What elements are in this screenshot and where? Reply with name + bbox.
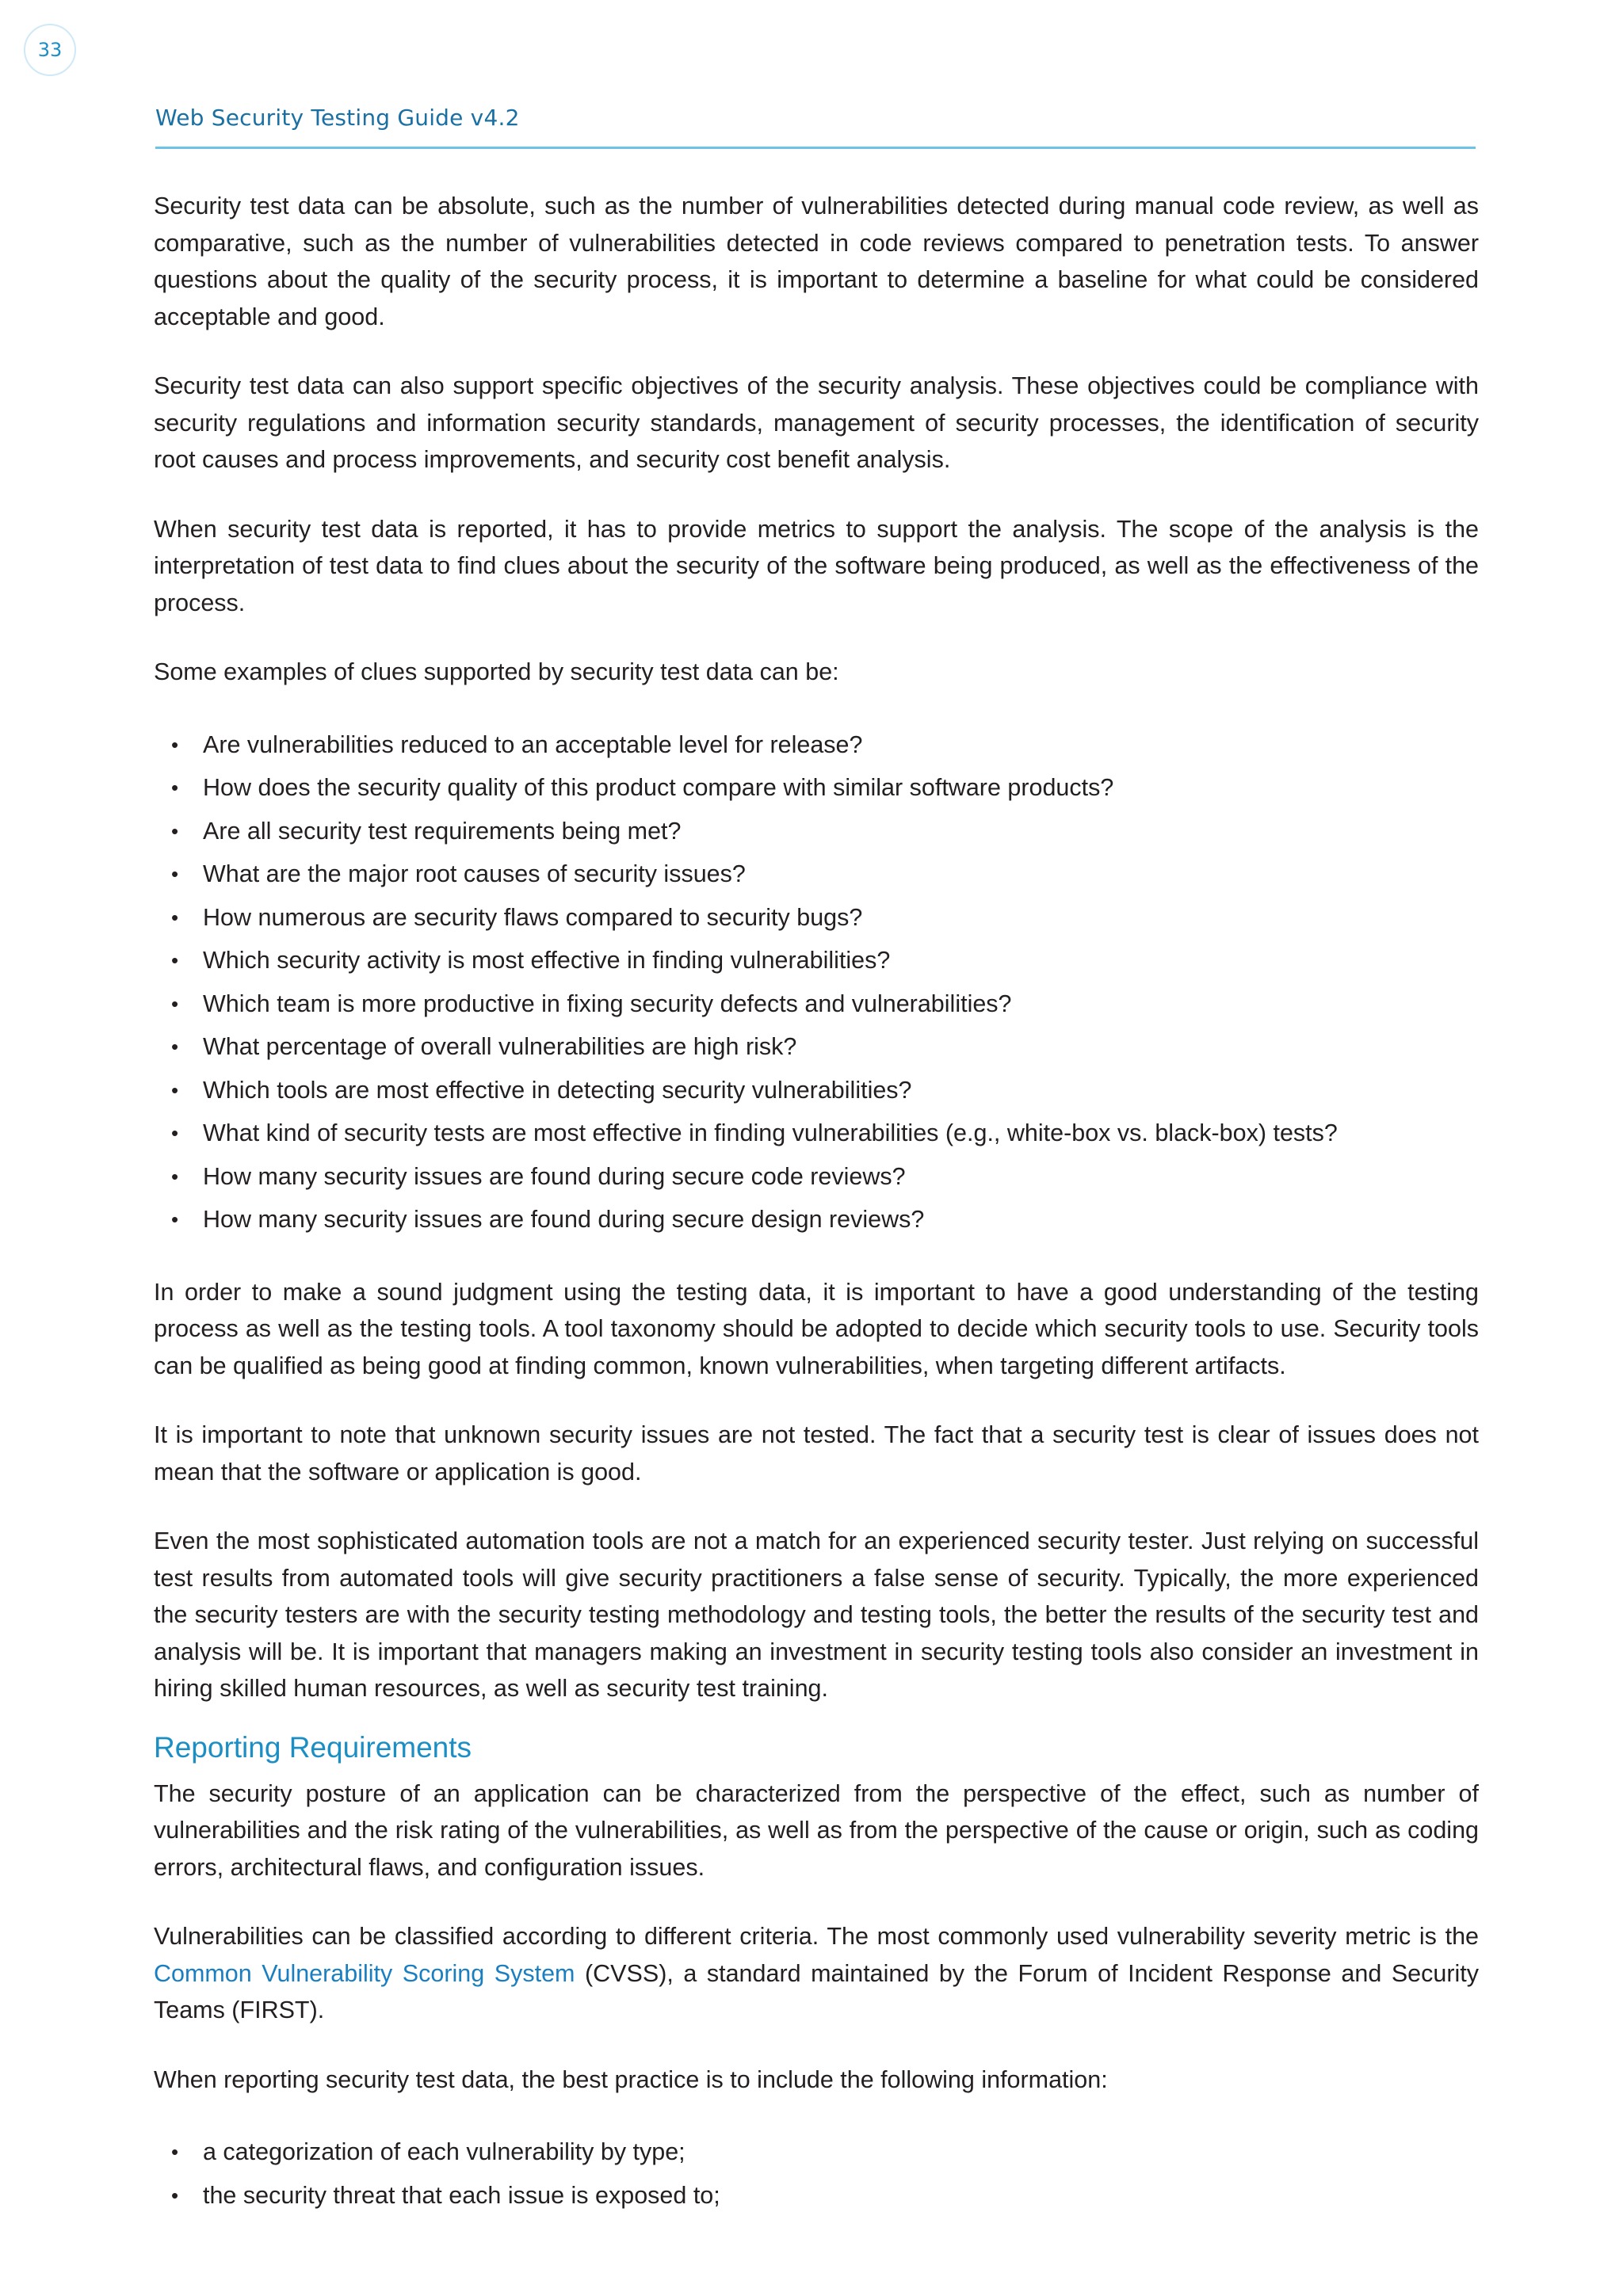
- page-number-badge: [24, 24, 76, 76]
- bullet-icon: •: [171, 948, 179, 972]
- running-header: Web Security Testing Guide v4.2: [155, 105, 520, 131]
- list-item: • the security threat that each issue is exposed to;: [154, 2174, 1479, 2218]
- paragraph-clues-intro: Some examples of clues supported by security test data can be:: [154, 658, 839, 685]
- clues-list: [154, 723, 1479, 1241]
- paragraph-security-posture: The security posture of an application can be characterized from the perspective of the effect, such as number of vulnerabilities and the risk rating of the vulnerabilities, as well as from the perspective of the cause or origin, such as coding errors, architectural flaws, and configuration issues.: [154, 1779, 1479, 1881]
- bullet-icon: •: [171, 2183, 179, 2207]
- paragraph-reporting-metrics: When security test data is reported, it has to provide metrics to support the analysis. The scope of the analysis is the interpretation of test data to find clues about the security of the software being produced, as well as the effectiveness of the process.: [154, 515, 1479, 616]
- list-item: • Are all security test requirements being met?: [154, 810, 1479, 853]
- list-item: • What percentage of overall vulnerabilities are high risk?: [154, 1025, 1479, 1069]
- list-item: • What are the major root causes of security issues?: [154, 852, 1479, 896]
- bullet-icon: •: [171, 1077, 179, 1102]
- bullet-icon: •: [171, 2140, 179, 2164]
- list-item: • How many security issues are found during secure design reviews?: [154, 1198, 1479, 1241]
- list-item: • How numerous are security flaws compared to security bugs?: [154, 896, 1479, 940]
- list-item: • How many security issues are found during secure code reviews?: [154, 1155, 1479, 1199]
- paragraph-sound-judgment: In order to make a sound judgment using the testing data, it is important to have a good understanding of the testing process as well as the testing tools. A tool taxonomy should be adopted to decide which security tools to use. Security tools can be qualified as being good at finding common, known vulnerabilities, when targeting different artifacts.: [154, 1278, 1479, 1379]
- paragraph-automation-tools: Even the most sophisticated automation tools are not a match for an experienced security tester. Just relying on successful test results from automated tools will give security practitioners a false sense of security. Typically, the more experienced the security testers are with the security testing methodology and testing tools, the better the results of the security test and analysis will be. It is important that managers making an investment in security testing tools also consider an investment in hiring skilled human resources, as well as security test training.: [154, 1527, 1479, 1702]
- bullet-icon: •: [171, 905, 179, 929]
- list-item: • What kind of security tests are most effective in finding vulnerabilities (e.g., white-box vs. black-box) tests?: [154, 1112, 1479, 1155]
- bullet-icon: •: [171, 991, 179, 1016]
- list-item: • Are vulnerabilities reduced to an acceptable level for release?: [154, 723, 1479, 767]
- bullet-icon: •: [171, 776, 179, 799]
- list-item: • How does the security quality of this product compare with similar software products?: [154, 766, 1479, 810]
- section-heading-reporting-requirements: Reporting Requirements: [154, 1730, 472, 1764]
- bullet-icon: •: [171, 818, 179, 843]
- paragraph-unknown-issues: It is important to note that unknown security issues are not tested. The fact that a security test is clear of issues does not mean that the software or application is good.: [154, 1421, 1479, 1486]
- list-item: • Which tools are most effective in detecting security vulnerabilities?: [154, 1069, 1479, 1112]
- paragraph-test-data-types: Security test data can be absolute, such as the number of vulnerabilities detected during manual code review, as well as comparative, such as the number of vulnerabilities detected in code reviews compared to penetration tests. To answer questions about the quality of the security process, it is important to determine a baseline for what could be considered acceptable and good.: [154, 193, 1479, 330]
- paragraph-test-data-objectives: Security test data can also support specific objectives of the security analysis. These objectives could be compliance with security regulations and information security standards, management of security processes, the identification of security root causes and process improvements, and security cost benefit analysis.: [154, 372, 1479, 473]
- list-item: • Which security activity is most effective in finding vulnerabilities?: [154, 939, 1479, 982]
- page-content: [154, 188, 1479, 2249]
- list-item: • Which team is more productive in fixing security defects and vulnerabilities?: [154, 982, 1479, 1026]
- bullet-icon: •: [171, 862, 179, 886]
- bullet-icon: •: [171, 1164, 179, 1188]
- bullet-icon: •: [171, 732, 179, 757]
- header-divider: [155, 147, 1476, 149]
- list-item: • a categorization of each vulnerability by type;: [154, 2130, 1479, 2174]
- bullet-icon: •: [171, 1035, 179, 1058]
- paragraph-vulnerability-classification: Vulnerabilities can be classified according to different criteria. The most commonly used vulnerability severity metric is the Common Vulnerability Scoring System (CVSS), a standard maintained by the Forum of Incident Response and Security Teams (FIRST).: [154, 1923, 1479, 2023]
- cvss-link[interactable]: Common Vulnerability Scoring System: [154, 1959, 575, 1987]
- bullet-icon: •: [171, 1207, 179, 1231]
- paragraph-reporting-best-practice: When reporting security test data, the best practice is to include the following information:: [154, 2065, 1108, 2093]
- reporting-info-list: [154, 2130, 1479, 2217]
- bullet-icon: •: [171, 1121, 179, 1145]
- page-number: 33: [37, 39, 63, 61]
